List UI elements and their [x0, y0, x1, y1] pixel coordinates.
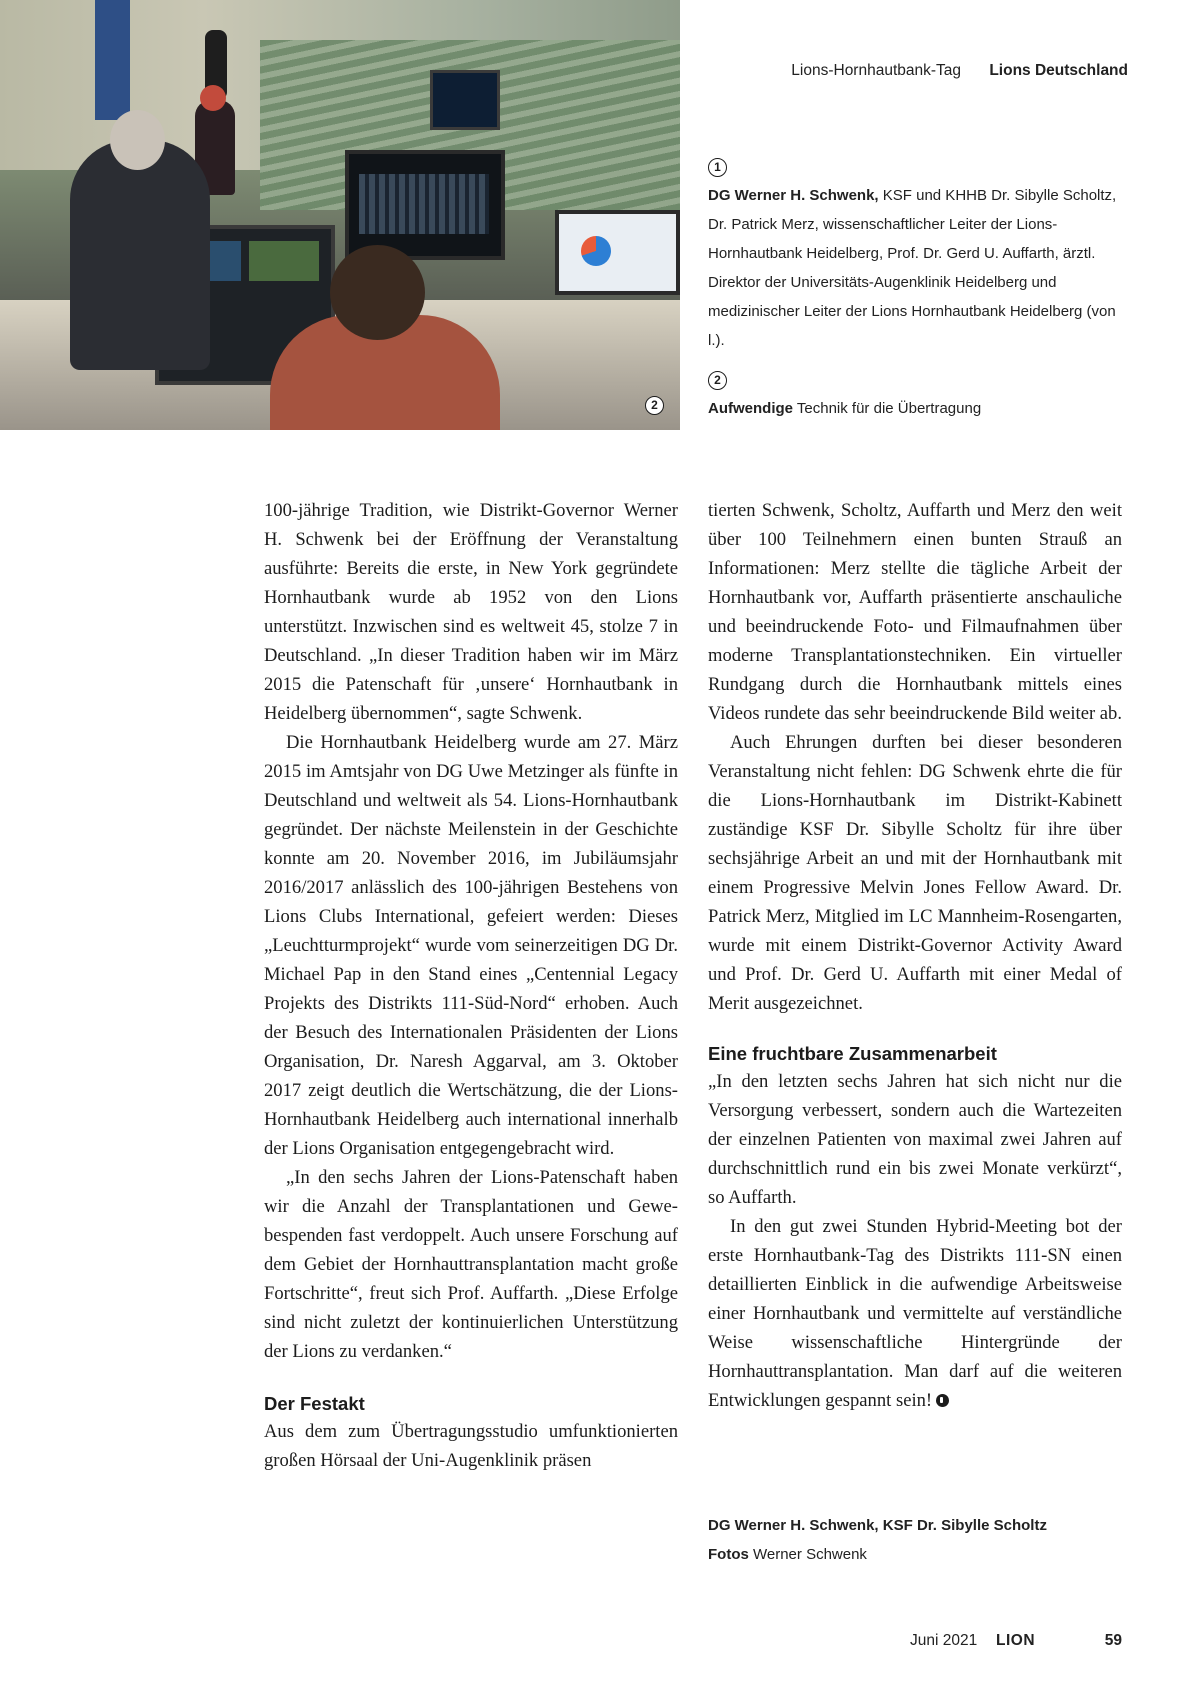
credit-photos [708, 1540, 1047, 1569]
paragraph: Auch Ehrungen durften bei dieser besonderen Veranstaltung nicht fehlen: DG Schwenk ehrte die für die Lions-Hornhautbank im Distrikt-Kabinett zuständige KSF Dr. Sibylle Scholtz für ihre über sechsjährige Arbeit an und mit der Hornhautbank mit einem Progressive Melvin Jones Fellow Award. Dr. Patrick Merz, Mitglied im LC Mannheim-Rosengarten, wurde mit einem Distrikt-Governor Activity Award und Prof. Dr. Gerd U. Auffarth mit einer Medal of Merit ausgezeichnet. [708, 732, 1122, 1014]
subheading-festakt: Der Festakt [264, 1393, 365, 1414]
photo-technician-head [330, 245, 425, 340]
caption-lead: Aufwendige [708, 400, 793, 417]
magazine-name: LION [996, 1632, 1036, 1649]
end-mark-icon [936, 1394, 949, 1407]
paragraph: Die Hornhautbank Heidelberg wurde am 27. März 2015 im Amtsjahr von DG Uwe Metzinger als fünfte in Deutschland und weltweit als 54. Lions-Hornhautbank gegründet. Der nächste Meilenstein in der Geschichte konnte am 20. November 2016, im Jubiläumsjahr 2016/2017 anlässlich des 100-jährigen Bestehens von Lions Clubs International, gefeiert werden: Dieses „Leuchtturmprojekt“ wurde vom seinerzeitigen DG Dr. Michael Pap in den Stand eines „Centennial Legacy Projekts des Distrikts 111-Süd-Nord“ erhoben. Auch der Besuch des Internationalen Präsidenten der Lions Organisation, Dr. Naresh Aggarval, am 3. Oktober 2017 zeigt deutlich die Wertschätzung, die der Lions-Hornhautbank Heidelberg auch international innerhalb der Lions Organisation entgegengebracht wird. [264, 732, 678, 1159]
photo-small-monitor [430, 70, 500, 130]
section-title: Lions-Hornhautbank-Tag [791, 62, 962, 79]
article-credits [708, 1511, 1047, 1569]
photo-captions [708, 152, 1128, 423]
brand-title: Lions Deutschland [989, 62, 1128, 79]
article-column-left [264, 496, 678, 1475]
photo-door [95, 0, 130, 120]
caption-lead: DG Werner H. Schwenk, [708, 187, 879, 204]
running-head [791, 62, 1128, 80]
caption-number-badge: 1 [708, 158, 727, 177]
paragraph-final-text: In den gut zwei Stunden Hybrid-Meeting bot der erste Hornhautbank-Tag des Distrikts 111-SN einen detaillierten Einblick in die aufwendige Arbeitsweise einer Hornhautbank und vermittelte auf verständliche Weise wissenschaftliche Hintergründe der Hornhauttransplantation. Man darf auf die weiteren Entwicklungen gespannt sein! [708, 1216, 1122, 1411]
photo-mixer-monitor [345, 150, 505, 260]
paragraph: tierten Schwenk, Scholtz, Auffarth und Merz den weit über 100 Teilnehmern einen bunten Strauß an Informationen: Merz stellte die tägliche Arbeit der Hornhautbank vor, Auffarth präsentierte anschauliche und beeindruckende Foto- und Filmaufnahmen über moderne Transplantationstechniken. Ein virtueller Rundgang durch die Hornhautbank mittels eines Videos rundete das sehr beeindruckende Bild weiter ab. [708, 500, 1123, 724]
event-photo [0, 0, 680, 430]
photo-number-badge: 2 [645, 396, 664, 415]
photo-man-in-suit [70, 140, 210, 370]
paragraph: Aus dem zum Übertragungsstudio umfunktionierten großen Hörsaal der Uni-Augenklinik präsen [264, 1421, 678, 1471]
page-number: 59 [1104, 1632, 1122, 1649]
photo-chart-monitor [555, 210, 680, 295]
credit-photos-name: Werner Schwenk [748, 1546, 867, 1563]
caption-text [708, 394, 1128, 423]
article-column-right [708, 496, 1122, 1415]
caption-body: KSF und KHHB Dr. Sibylle Scholtz, Dr. Patrick Merz, wissenschaftlicher Leiter der Lions-Hornhautbank Heidelberg, Prof. Dr. Gerd U. Auffarth, ärztl. Direktor der Universitäts-Augenklinik Heidelberg und medizinischer Leiter der Lions Hornhautbank Heidelberg (von l.). [708, 187, 1117, 349]
caption-text [708, 181, 1128, 355]
photo-seated-head [200, 85, 226, 111]
paragraph: 100-jährige Tradition, wie Distrikt-Governor Werner H. Schwenk bei der Eröffnung der Veranstaltung ausführte: Bereits die erste, in New York gegründete Hornhautbank wurde ab 1952 von den Lions unterstützt. Inzwischen sind es weltweit 45, stolze 7 in Deutschland. „In dieser Tradition haben wir im März 2015 die Patenschaft für ‚unsere‘ Hornhautbank in Heidelberg übernommen“, sagte Schwenk. [264, 500, 678, 724]
credit-authors: DG Werner H. Schwenk, KSF Dr. Sibylle Scholtz [708, 1517, 1047, 1534]
photo-man-head [110, 110, 165, 170]
caption-number-badge: 2 [708, 371, 727, 390]
paragraph: „In den sechs Jahren der Lions-Patenschaft haben wir die Anzahl der Transplantationen und Gewebespenden fast verdoppelt. Auch unsere Forschung auf dem Gebiet der Hornhauttransplantation macht große Fortschritte“, freut sich Prof. Auffarth. „Diese Erfolge sind nicht zuletzt der kontinuierlichen Unterstützung der Lions zu verdanken.“ [264, 1167, 678, 1362]
caption-body: Technik für die Übertragung [793, 400, 982, 417]
caption-1 [708, 152, 1128, 355]
credit-photos-label: Fotos [708, 1546, 749, 1563]
caption-2 [708, 365, 1128, 423]
issue-date: Juni 2021 [910, 1632, 978, 1649]
subheading-zusammenarbeit: Eine fruchtbare Zusammenarbeit [708, 1043, 997, 1064]
paragraph: „In den letzten sechs Jahren hat sich nicht nur die Versorgung verbessert, sondern auch die Wartezeiten der einzelnen Patienten von maximal zwei Jahren auf durchschnittlich rund ein bis zwei Monate verkürzt“, so Auffarth. [708, 1071, 1122, 1208]
paragraph-final [708, 1212, 1122, 1415]
